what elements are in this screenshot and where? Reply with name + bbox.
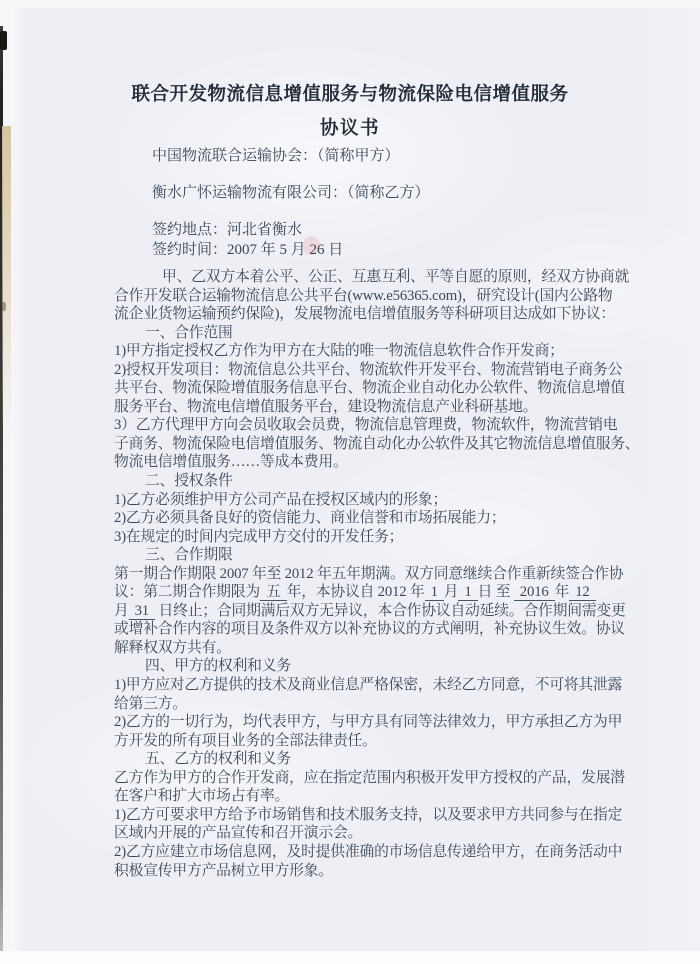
term-text: 日 至 <box>477 584 511 601</box>
body-line: 服务平台、物流电信增值服务平台，建设物流信息产业科研基地。 <box>114 398 538 415</box>
body-line: 1)甲方应对乙方提供的技术及商业信息严格保密，未经乙方同意，不可将其泄露 <box>114 677 623 694</box>
scanner-bed-strip-top <box>0 0 700 8</box>
section-heading-term: 三、合作期限 <box>145 547 233 564</box>
body-line: 3）乙方代理甲方向会员收取会员费，物流信息管理费，物流软件，物流营销电 <box>114 417 618 434</box>
body-line: 物流电信增值服务……等成本费用。 <box>114 454 348 471</box>
body-line: 2)乙方必须具备良好的资信能力、商业信誉和市场拓展能力； <box>114 510 506 527</box>
body-line: 积极宣传甲方产品树立甲方形象。 <box>114 862 333 879</box>
body-line: 区域内开展的产品宣传和召开演示会。 <box>114 825 363 842</box>
body-line: 在客户和扩大市场占有率。 <box>114 788 290 805</box>
sign-date-line: 签约时间：2007 年 5 月 26 日 <box>152 242 344 258</box>
body-line: 2)乙方应建立市场信息网，及时提供准确的市场信息传递给甲方，在商务活动中 <box>114 843 623 860</box>
scan-tape-artifact <box>2 126 11 438</box>
body-line: 解释权双方共有。 <box>114 639 231 656</box>
body-line: 给第三方。 <box>114 695 187 712</box>
term-text: 年 <box>554 584 570 601</box>
section-heading-party-a-rights: 四、甲方的权利和义务 <box>145 658 291 675</box>
contract-body <box>114 268 644 880</box>
body-line: 合作开发联合运输物流信息公共平台(www.e56365.com)，研究设计(国内公路物 <box>114 287 613 304</box>
document-title-line1: 联合开发物流信息增值服务与物流保险电信增值服务 <box>131 85 569 105</box>
scan-edge-mark <box>0 31 7 50</box>
section-heading-authorization: 二、授权条件 <box>145 473 233 490</box>
body-line-term-blanks-1 <box>114 583 644 602</box>
body-line: 1)甲方指定授权乙方作为甲方在大陆的唯一物流信息软件合作开发商； <box>114 343 564 360</box>
underline-blank-start-day: 1 <box>458 584 477 601</box>
underline-blank-years: 五 <box>260 584 287 601</box>
underline-blank-end-day: 31 <box>129 603 155 620</box>
term-text: 月 <box>114 602 129 619</box>
body-line: 方开发的所有项目业务的全部法律责任。 <box>114 732 377 749</box>
body-line: 甲、乙双方本着公平、公正、互惠互利、平等自愿的原则，经双方协商就 <box>162 269 630 285</box>
body-line: 乙方作为甲方的合作开发商，应在指定范围内积极开发甲方授权的产品，发展潜 <box>114 769 625 786</box>
term-text: 月 <box>443 584 459 601</box>
term-text: 年，本协议自 2012 年 <box>286 584 425 601</box>
body-line: 3)在规定的时间内完成甲方交付的开发任务； <box>114 528 404 545</box>
body-line: 流企业货物运输预约保险)，发展物流电信增值服务等科研项目达成如下协议： <box>114 306 616 323</box>
body-line: 1)乙方必须维护甲方公司产品在授权区域内的形象； <box>114 491 448 508</box>
body-line: 或增补合作内容的项目及条件双方以补充协议的方式阐明，补充协议生效。协议 <box>114 621 625 638</box>
party-a-line: 中国物流联合运输协会：（简称甲方） <box>152 148 400 164</box>
underline-blank-end-year: 2016 <box>514 584 555 601</box>
document-title-line2: 协议书 <box>319 119 380 139</box>
underline-blank-end-month: 12 <box>569 584 595 601</box>
body-line-term-blanks-2 <box>114 602 644 621</box>
body-line: 子商务、物流保险电信增值服务、物流自动化办公软件及其它物流信息增值服务、 <box>114 435 640 452</box>
sign-place-line: 签约地点：河北省衡水 <box>152 222 303 238</box>
scanner-bed-strip-bottom <box>0 951 700 964</box>
section-heading-party-b-rights: 五、乙方的权利和义务 <box>145 751 291 768</box>
term-text: 议：第二期合作期限为 <box>114 584 260 601</box>
scan-edge-speck <box>2 302 6 311</box>
body-line: 共平台、物流保险增值服务信息平台、物流企业自动化办公软件、物流信息增值 <box>114 380 625 397</box>
body-line: 1)乙方可要求甲方给予市场销售和技术服务支持，以及要求甲方共同参与在指定 <box>114 806 623 823</box>
body-line: 2)乙方的一切行为，均代表甲方，与甲方具有同等法律效力，甲方承担乙方为甲 <box>114 714 623 731</box>
body-line: 2)授权开发项目：物流信息公共平台、物流软件开发平台、物流营销电子商务公 <box>114 361 623 378</box>
body-line: 第一期合作期限 2007 年至 2012 年五年期满。双方同意继续合作重新续签合作协 <box>114 565 624 582</box>
term-text: 日终止；合同期满后双方无异议，本合作协议自动延续。合作期间需变更 <box>158 602 626 619</box>
underline-blank-start-month: 1 <box>425 584 444 601</box>
party-b-line: 衡水广怀运输物流有限公司：（简称乙方） <box>152 185 430 201</box>
section-heading-scope: 一、合作范围 <box>145 324 233 341</box>
